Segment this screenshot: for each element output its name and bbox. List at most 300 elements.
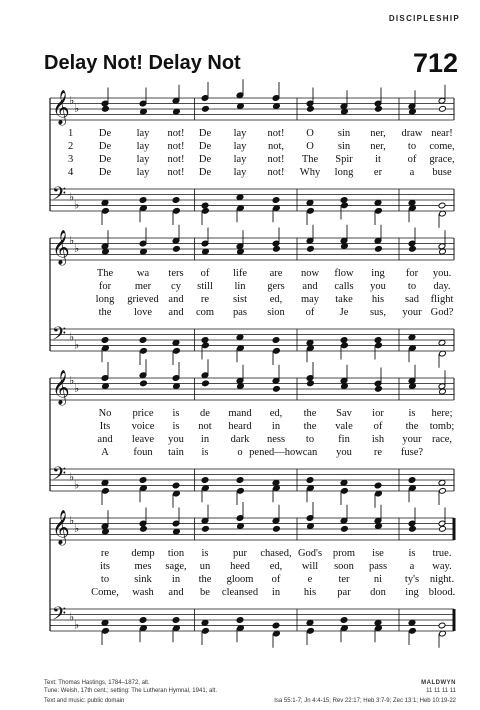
verse-line <box>50 281 454 293</box>
lyric-syllable: long <box>334 167 354 178</box>
note-head <box>375 105 383 112</box>
flat-icon: ♭ <box>69 373 75 387</box>
note-head <box>173 347 181 354</box>
note-head <box>201 202 209 209</box>
lyric-syllable: ing <box>371 268 385 279</box>
copyright: Text and music: public domain <box>44 698 125 704</box>
lyric-syllable: race, <box>431 434 453 445</box>
lyric-syllable: sad <box>405 294 419 305</box>
lyric-syllable: tain <box>168 447 184 458</box>
note-head <box>140 347 148 354</box>
verse-line <box>50 408 454 420</box>
note-head <box>439 105 447 112</box>
lyric-syllable: of <box>271 574 281 585</box>
lyric-syllable: life <box>233 268 247 279</box>
lyric-syllable: love <box>133 307 153 318</box>
lyric-syllable: ter <box>338 574 350 585</box>
note-head <box>202 207 210 214</box>
note-head <box>139 337 147 344</box>
lyric-syllable: Its <box>99 421 111 432</box>
verse-line <box>50 587 454 599</box>
lyric-syllable: not <box>198 421 212 432</box>
lyric-syllable: in <box>171 574 181 585</box>
lyric-syllable: you <box>168 434 184 445</box>
verse-line <box>50 167 454 179</box>
lyric-syllable: true. <box>432 548 452 559</box>
lyric-syllable: not! <box>267 154 285 165</box>
lyric-syllable: to <box>407 141 417 152</box>
lyric-syllable: Come, <box>91 587 119 598</box>
lyric-syllable: take <box>335 294 353 305</box>
lyric-syllable: sin <box>337 141 351 152</box>
lyric-syllable: De <box>198 167 212 178</box>
flat-icon: ♭ <box>74 478 80 492</box>
lyric-syllable: may <box>300 294 320 305</box>
flat-icon: ♭ <box>69 610 75 624</box>
lyric-syllable: of <box>200 268 210 279</box>
lyric-syllable: sin <box>337 128 351 139</box>
note-head <box>408 334 416 341</box>
treble-clef-icon: 𝄞 <box>52 230 70 265</box>
lyric-syllable: tion <box>167 548 185 559</box>
scripture-refs: Isa 55:1-7; Jn 4:4-15; Rev 22:17; Heb 3:7-9; Zec 13:1; Heb 10:19-22 <box>274 698 456 704</box>
lyric-syllable: not! <box>267 167 285 178</box>
lyric-syllable: calls <box>334 281 354 292</box>
note-head <box>340 337 348 344</box>
note-head <box>236 194 244 201</box>
bass-clef-icon: 𝄢 <box>52 604 67 629</box>
lyric-syllable: for <box>405 268 419 279</box>
lyric-syllable: way. <box>432 561 452 572</box>
verse-line <box>50 307 454 319</box>
lyric-syllable: God? <box>430 307 454 318</box>
music-system <box>50 90 454 230</box>
lyric-syllable: price <box>132 408 154 419</box>
lyric-syllable: cy <box>171 281 181 292</box>
text-credit: Text: Thomas Hastings, 1784–1872, alt. <box>44 680 150 686</box>
note-head <box>172 197 180 204</box>
lyric-syllable: De <box>198 154 212 165</box>
lyric-syllable: is <box>201 447 209 458</box>
lyric-syllable: still <box>197 281 213 292</box>
flat-icon: ♭ <box>74 242 80 255</box>
note-head <box>341 342 349 349</box>
lyric-syllable: ed, <box>269 408 283 419</box>
lyric-syllable: the <box>303 421 317 432</box>
note-head <box>409 525 417 532</box>
verse-number: 4 <box>68 167 74 178</box>
note-head <box>408 199 416 206</box>
lyric-syllable: ed, <box>269 561 283 572</box>
note-head <box>409 627 417 634</box>
lyric-syllable: lay <box>233 154 247 165</box>
note-head <box>374 482 382 489</box>
lyric-syllable: ters <box>168 268 184 279</box>
lyric-syllable: demp <box>131 548 155 559</box>
lyric-syllable: your <box>402 434 422 445</box>
lyric-syllable: in <box>271 421 281 432</box>
verse-line <box>50 294 454 306</box>
flat-icon: ♭ <box>69 233 75 247</box>
note-head <box>173 207 181 214</box>
note-head <box>102 487 110 494</box>
lyric-syllable: its <box>100 561 110 572</box>
verse-line <box>50 574 454 586</box>
lyric-syllable: heard <box>228 421 252 432</box>
lyric-syllable: wa <box>136 268 150 279</box>
note-head <box>201 619 209 626</box>
lyric-syllable: com <box>195 307 215 318</box>
lyric-syllable: the <box>405 421 419 432</box>
lyric-syllable: sage, <box>165 561 187 572</box>
flat-icon: ♭ <box>74 382 80 395</box>
note-head <box>374 199 382 206</box>
note-head <box>375 342 383 349</box>
lyric-syllable: you <box>370 281 386 292</box>
note-head <box>439 525 447 532</box>
note-head <box>306 339 314 346</box>
lyric-syllable: lay <box>233 167 247 178</box>
lyric-syllable: Spir <box>335 154 353 165</box>
lyric-syllable: pened—how <box>249 447 303 458</box>
lyric-syllable: not, <box>267 141 285 152</box>
tune-credit: Tune: Welsh, 17th cent.; setting: The Lutheran Hymnal, 1941, alt. <box>44 688 217 694</box>
note-head <box>101 199 109 206</box>
note-head <box>408 477 416 484</box>
note-head <box>201 477 209 484</box>
flat-icon: ♭ <box>74 338 80 352</box>
lyric-syllable: O <box>306 141 314 152</box>
lyric-syllable: a <box>409 167 415 178</box>
lyric-syllable: night. <box>429 574 455 585</box>
music-system <box>50 510 454 650</box>
lyric-syllable: his <box>371 294 385 305</box>
note-head <box>340 617 348 624</box>
lyric-syllable: in <box>271 587 281 598</box>
note-head <box>140 380 148 387</box>
lyric-syllable: ing <box>405 587 419 598</box>
lyric-syllable: and <box>302 281 318 292</box>
lyric-syllable: lay <box>233 141 247 152</box>
note-head <box>202 105 210 112</box>
lyric-syllable: blood. <box>428 587 456 598</box>
lyric-syllable: mes <box>134 561 152 572</box>
lyric-syllable: pur <box>233 548 247 559</box>
flat-icon: ♭ <box>74 618 80 632</box>
note-head <box>172 482 180 489</box>
lyric-syllable: the <box>198 574 212 585</box>
lyric-syllable: to <box>305 434 315 445</box>
note-head <box>139 477 147 484</box>
treble-clef-icon: 𝄞 <box>52 510 70 545</box>
lyric-syllable: re <box>100 548 110 559</box>
note-head <box>172 339 180 346</box>
verse-number: 3 <box>68 154 74 165</box>
lyric-syllable: lay <box>136 154 150 165</box>
note-head <box>438 339 446 346</box>
lyric-syllable: The <box>96 268 114 279</box>
treble-clef-icon: 𝄞 <box>52 370 70 405</box>
flat-icon: ♭ <box>74 522 80 535</box>
lyric-syllable: De <box>198 128 212 139</box>
lyric-syllable: heed <box>230 561 250 572</box>
lyric-syllable: ner, <box>370 128 386 139</box>
note-head <box>307 245 315 252</box>
note-head <box>272 622 280 629</box>
lyric-syllable: you. <box>432 268 452 279</box>
lyric-syllable: dark <box>230 434 250 445</box>
lyric-syllable: and <box>168 587 184 598</box>
lyric-syllable: is <box>172 408 180 419</box>
lyric-syllable: soon <box>334 561 354 572</box>
verse-line <box>50 141 454 153</box>
lyric-syllable: are <box>269 268 283 279</box>
note-head <box>306 477 314 484</box>
note-head <box>341 202 349 209</box>
lyric-syllable: vale <box>335 421 353 432</box>
note-head <box>140 525 148 532</box>
lyric-syllable: not! <box>167 141 185 152</box>
lyric-syllable: chased, <box>260 548 292 559</box>
lyric-syllable: be <box>200 587 210 598</box>
lyric-syllable: is <box>408 548 416 559</box>
lyric-syllable: ish <box>371 434 385 445</box>
bass-clef-icon: 𝄢 <box>52 464 67 489</box>
flat-icon: ♭ <box>69 330 75 344</box>
bass-clef-icon: 𝄢 <box>52 184 67 209</box>
lyric-syllable: now <box>300 268 320 279</box>
lyric-syllable: grieved <box>127 294 159 305</box>
note-head <box>202 525 210 532</box>
lyric-syllable: Why <box>299 167 321 178</box>
note-head <box>375 207 383 214</box>
lyric-syllable: De <box>98 128 112 139</box>
note-head <box>341 525 349 532</box>
note-head <box>272 479 280 486</box>
verse-line <box>50 421 454 433</box>
treble-clef-icon: 𝄞 <box>52 90 70 125</box>
verse-line <box>50 447 454 459</box>
lyric-syllable: mer <box>134 281 152 292</box>
flat-icon: ♭ <box>69 470 75 484</box>
note-head <box>236 617 244 624</box>
verse-line <box>50 561 454 573</box>
lyric-syllable: foun <box>133 447 153 458</box>
lyric-syllable: flight <box>430 294 454 305</box>
note-head <box>408 619 416 626</box>
lyric-syllable: ness <box>266 434 286 445</box>
lyric-syllable: is <box>408 408 416 419</box>
lyric-syllable: ise <box>372 548 384 559</box>
note-head <box>101 337 109 344</box>
lyric-syllable: sist <box>232 294 248 305</box>
lyric-syllable: pass <box>368 561 388 572</box>
verse-line <box>50 128 454 140</box>
lyric-syllable: in <box>200 434 210 445</box>
note-head <box>438 479 446 486</box>
note-head <box>273 245 281 252</box>
lyric-syllable: leave <box>131 434 155 445</box>
lyric-syllable: cleansed <box>221 587 259 598</box>
note-head <box>101 619 109 626</box>
lyric-syllable: Je <box>339 307 349 318</box>
lyric-syllable: and <box>168 294 184 305</box>
lyric-syllable: and <box>97 434 113 445</box>
note-head <box>202 627 210 634</box>
note-head <box>139 197 147 204</box>
lyric-syllable: of <box>373 421 383 432</box>
lyric-syllable: near! <box>431 128 453 139</box>
lyric-syllable: lay <box>136 141 150 152</box>
lyric-syllable: re <box>200 294 210 305</box>
lyric-syllable: come, <box>429 141 455 152</box>
music-system <box>50 370 454 510</box>
note-head <box>374 619 382 626</box>
lyric-syllable: ed, <box>269 294 283 305</box>
note-head <box>236 334 244 341</box>
lyric-syllable: to <box>407 281 417 292</box>
flat-icon: ♭ <box>69 93 75 107</box>
note-head <box>272 197 280 204</box>
flat-icon: ♭ <box>69 190 75 204</box>
lyric-syllable: de <box>200 408 210 419</box>
lyric-syllable: ior <box>372 408 384 419</box>
lyric-syllable: O <box>306 128 314 139</box>
note-head <box>375 385 383 392</box>
lyric-syllable: his <box>303 587 317 598</box>
note-head <box>272 337 280 344</box>
lyric-syllable: and <box>168 307 184 318</box>
verse-number: 1 <box>68 128 74 139</box>
note-head <box>201 337 209 344</box>
lyric-syllable: De <box>198 141 212 152</box>
lyric-syllable: No <box>98 408 112 419</box>
meter: 11 11 11 11 <box>426 688 456 694</box>
lyric-syllable: to <box>100 574 110 585</box>
lyric-syllable: A <box>101 447 109 458</box>
note-head <box>273 347 281 354</box>
lyric-syllable: De <box>98 141 112 152</box>
note-head <box>375 245 383 252</box>
lyric-syllable: pas <box>233 307 247 318</box>
lyric-syllable: sink <box>134 574 152 585</box>
lyric-syllable: you <box>336 447 352 458</box>
lyric-syllable: gloom <box>226 574 254 585</box>
lyric-syllable: the <box>303 408 317 419</box>
lyric-syllable: the <box>98 307 112 318</box>
lyric-syllable: mand <box>228 408 252 419</box>
note-head <box>409 245 417 252</box>
note-head <box>438 202 446 209</box>
flat-icon: ♭ <box>69 513 75 527</box>
lyric-syllable: it <box>375 154 381 165</box>
note-head <box>340 479 348 486</box>
lyric-syllable: lay <box>136 167 150 178</box>
lyric-syllable: re <box>373 447 383 458</box>
lyric-syllable: ty's <box>404 574 420 585</box>
hymn-number: 712 <box>412 48 458 78</box>
lyric-syllable: not! <box>267 128 285 139</box>
note-head <box>273 525 281 532</box>
note-head <box>307 207 315 214</box>
note-head <box>237 487 245 494</box>
note-head <box>172 617 180 624</box>
section-label: DISCIPLESHIP <box>388 14 460 23</box>
verse-line <box>50 268 454 280</box>
note-head <box>273 385 281 392</box>
lyric-syllable: lay <box>136 128 150 139</box>
note-head <box>202 380 210 387</box>
lyric-syllable: here; <box>431 408 453 419</box>
lyric-syllable: of <box>305 307 315 318</box>
lyric-syllable: Sav <box>336 408 352 419</box>
note-head <box>306 619 314 626</box>
lyric-syllable: gers <box>267 281 285 292</box>
note-head <box>306 199 314 206</box>
lyric-syllable: flow <box>334 268 354 279</box>
lyric-syllable: can <box>302 447 318 458</box>
lyric-syllable: day. <box>433 281 451 292</box>
verse-line <box>50 548 454 560</box>
note-head <box>101 479 109 486</box>
note-head <box>102 207 110 214</box>
lyric-syllable: ner, <box>370 141 386 152</box>
lyric-syllable: par <box>337 587 351 598</box>
lyric-syllable: long <box>95 294 115 305</box>
note-head <box>307 380 315 387</box>
lyric-syllable: fuse? <box>400 447 424 458</box>
lyric-syllable: not! <box>167 167 185 178</box>
verse-line <box>50 434 454 446</box>
note-head <box>236 477 244 484</box>
bass-clef-icon: 𝄢 <box>52 324 67 349</box>
lyric-syllable: sus, <box>369 307 387 318</box>
note-head <box>374 337 382 344</box>
lyric-syllable: De <box>98 167 112 178</box>
tune-name: MALDWYN <box>421 680 456 686</box>
note-head <box>102 627 110 634</box>
lyric-syllable: draw <box>401 128 423 139</box>
lyric-syllable: prom <box>332 548 356 559</box>
lyric-syllable: grace, <box>429 154 455 165</box>
note-head <box>307 105 315 112</box>
flat-icon: ♭ <box>74 198 80 212</box>
lyric-syllable: The <box>301 154 319 165</box>
lyric-syllable: God's <box>297 548 323 559</box>
lyric-syllable: fin <box>338 434 350 445</box>
flat-icon: ♭ <box>74 102 80 115</box>
verse-number: 2 <box>68 141 74 152</box>
lyric-syllable: not! <box>167 154 185 165</box>
lyric-syllable: o <box>237 447 243 458</box>
note-head <box>202 342 210 349</box>
note-head <box>139 617 147 624</box>
lyric-syllable: tomb; <box>429 421 455 432</box>
lyric-syllable: e <box>307 574 313 585</box>
lyric-syllable: sion <box>267 307 285 318</box>
lyric-syllable: will <box>301 561 319 572</box>
lyric-syllable: lin <box>234 281 246 292</box>
lyric-syllable: wash <box>132 587 154 598</box>
lyric-syllable: not! <box>167 128 185 139</box>
lyric-syllable: is <box>172 421 180 432</box>
lyric-syllable: ni <box>373 574 383 585</box>
lyric-syllable: your <box>402 307 422 318</box>
lyric-syllable: voice <box>131 421 155 432</box>
lyric-syllable: don <box>370 587 386 598</box>
lyric-syllable: De <box>98 154 112 165</box>
lyric-syllable: a <box>409 561 415 572</box>
